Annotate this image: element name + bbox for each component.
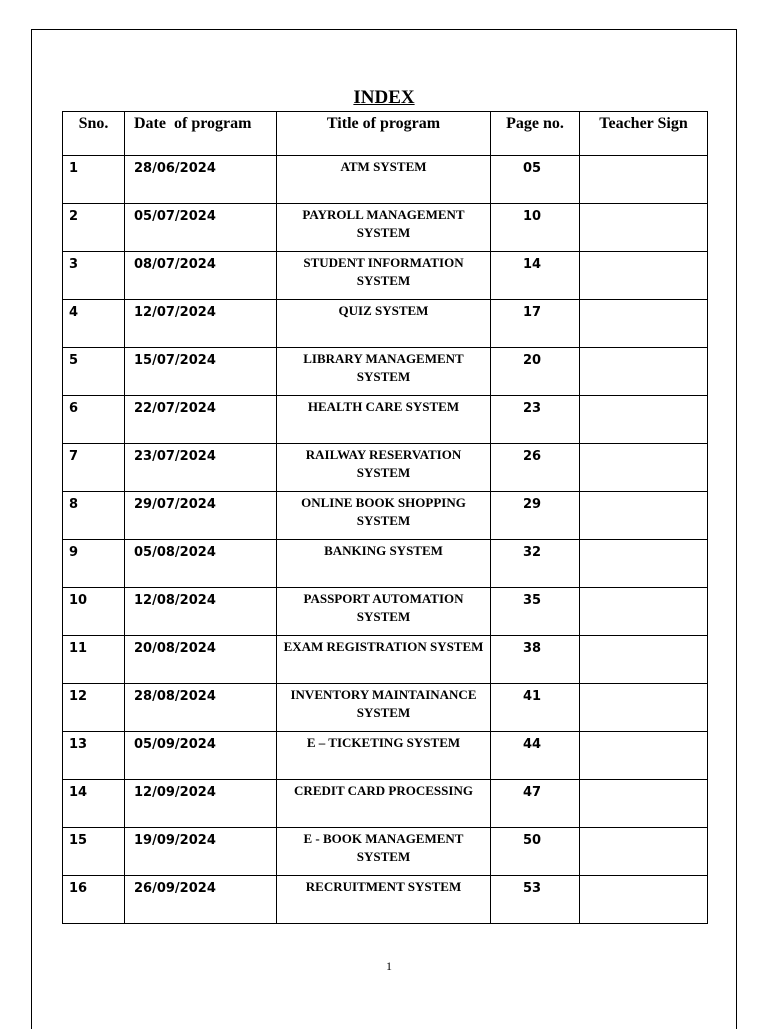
row-sno: 5 bbox=[63, 348, 125, 396]
header-teacher-sign: Teacher Sign bbox=[580, 112, 708, 156]
row-teacher-sign bbox=[580, 252, 708, 300]
row-title: PAYROLL MANAGEMENT SYSTEM bbox=[277, 204, 491, 252]
row-page-no: 17 bbox=[491, 300, 580, 348]
row-title: CREDIT CARD PROCESSING bbox=[277, 780, 491, 828]
row-date: 19/09/2024 bbox=[125, 828, 277, 876]
table-row bbox=[63, 540, 708, 588]
row-title: STUDENT INFORMATION SYSTEM bbox=[277, 252, 491, 300]
row-page-no: 41 bbox=[491, 684, 580, 732]
row-page-no: 35 bbox=[491, 588, 580, 636]
row-page-no: 32 bbox=[491, 540, 580, 588]
row-sno: 1 bbox=[63, 156, 125, 204]
row-date: 05/08/2024 bbox=[125, 540, 277, 588]
row-date: 28/06/2024 bbox=[125, 156, 277, 204]
row-date: 08/07/2024 bbox=[125, 252, 277, 300]
row-title: RECRUITMENT SYSTEM bbox=[277, 876, 491, 924]
row-title: E – TICKETING SYSTEM bbox=[277, 732, 491, 780]
row-title: HEALTH CARE SYSTEM bbox=[277, 396, 491, 444]
row-title: PASSPORT AUTOMATION SYSTEM bbox=[277, 588, 491, 636]
table-row bbox=[63, 492, 708, 540]
page-title: INDEX bbox=[353, 87, 415, 108]
table-row bbox=[63, 252, 708, 300]
row-date: 26/09/2024 bbox=[125, 876, 277, 924]
table-row bbox=[63, 876, 708, 924]
row-date: 29/07/2024 bbox=[125, 492, 277, 540]
row-title: BANKING SYSTEM bbox=[277, 540, 491, 588]
row-sno: 9 bbox=[63, 540, 125, 588]
row-teacher-sign bbox=[580, 348, 708, 396]
row-sno: 13 bbox=[63, 732, 125, 780]
row-date: 23/07/2024 bbox=[125, 444, 277, 492]
table-row bbox=[63, 156, 708, 204]
row-teacher-sign bbox=[580, 156, 708, 204]
row-sno: 2 bbox=[63, 204, 125, 252]
row-teacher-sign bbox=[580, 444, 708, 492]
row-title: ATM SYSTEM bbox=[277, 156, 491, 204]
row-page-no: 23 bbox=[491, 396, 580, 444]
row-sno: 6 bbox=[63, 396, 125, 444]
row-date: 28/08/2024 bbox=[125, 684, 277, 732]
row-title: E - BOOK MANAGEMENT SYSTEM bbox=[277, 828, 491, 876]
header-sno: Sno. bbox=[63, 112, 125, 156]
row-title: RAILWAY RESERVATION SYSTEM bbox=[277, 444, 491, 492]
row-date: 05/07/2024 bbox=[125, 204, 277, 252]
page-number: 1 bbox=[386, 959, 392, 973]
table-row bbox=[63, 396, 708, 444]
row-sno: 11 bbox=[63, 636, 125, 684]
row-page-no: 26 bbox=[491, 444, 580, 492]
table-row bbox=[63, 636, 708, 684]
row-date: 15/07/2024 bbox=[125, 348, 277, 396]
row-sno: 14 bbox=[63, 780, 125, 828]
row-page-no: 47 bbox=[491, 780, 580, 828]
row-title: EXAM REGISTRATION SYSTEM bbox=[277, 636, 491, 684]
row-date: 12/07/2024 bbox=[125, 300, 277, 348]
row-page-no: 50 bbox=[491, 828, 580, 876]
row-date: 12/09/2024 bbox=[125, 780, 277, 828]
row-page-no: 29 bbox=[491, 492, 580, 540]
row-sno: 16 bbox=[63, 876, 125, 924]
table-row bbox=[63, 732, 708, 780]
row-page-no: 14 bbox=[491, 252, 580, 300]
table-row bbox=[63, 684, 708, 732]
header-page: Page no. bbox=[491, 112, 580, 156]
row-sno: 4 bbox=[63, 300, 125, 348]
row-title: QUIZ SYSTEM bbox=[277, 300, 491, 348]
row-teacher-sign bbox=[580, 300, 708, 348]
row-teacher-sign bbox=[580, 492, 708, 540]
row-teacher-sign bbox=[580, 828, 708, 876]
row-teacher-sign bbox=[580, 876, 708, 924]
table-row bbox=[63, 588, 708, 636]
row-teacher-sign bbox=[580, 540, 708, 588]
table-row bbox=[63, 444, 708, 492]
row-date: 05/09/2024 bbox=[125, 732, 277, 780]
row-date: 12/08/2024 bbox=[125, 588, 277, 636]
index-table bbox=[62, 111, 708, 924]
table-row bbox=[63, 780, 708, 828]
row-page-no: 44 bbox=[491, 732, 580, 780]
row-page-no: 10 bbox=[491, 204, 580, 252]
table-row bbox=[63, 204, 708, 252]
row-teacher-sign bbox=[580, 684, 708, 732]
row-teacher-sign bbox=[580, 204, 708, 252]
row-sno: 12 bbox=[63, 684, 125, 732]
row-teacher-sign bbox=[580, 588, 708, 636]
row-page-no: 53 bbox=[491, 876, 580, 924]
row-title: ONLINE BOOK SHOPPING SYSTEM bbox=[277, 492, 491, 540]
header-title: Title of program bbox=[277, 112, 491, 156]
row-page-no: 20 bbox=[491, 348, 580, 396]
row-title: INVENTORY MAINTAINANCE SYSTEM bbox=[277, 684, 491, 732]
row-teacher-sign bbox=[580, 780, 708, 828]
row-sno: 10 bbox=[63, 588, 125, 636]
row-teacher-sign bbox=[580, 636, 708, 684]
row-date: 22/07/2024 bbox=[125, 396, 277, 444]
row-teacher-sign bbox=[580, 396, 708, 444]
row-sno: 15 bbox=[63, 828, 125, 876]
table-row bbox=[63, 300, 708, 348]
row-page-no: 38 bbox=[491, 636, 580, 684]
row-teacher-sign bbox=[580, 732, 708, 780]
table-row bbox=[63, 828, 708, 876]
row-page-no: 05 bbox=[491, 156, 580, 204]
row-date: 20/08/2024 bbox=[125, 636, 277, 684]
row-title: LIBRARY MANAGEMENT SYSTEM bbox=[277, 348, 491, 396]
table-header-row bbox=[63, 112, 708, 156]
row-sno: 7 bbox=[63, 444, 125, 492]
row-sno: 8 bbox=[63, 492, 125, 540]
header-date: Date of program bbox=[125, 112, 277, 156]
row-sno: 3 bbox=[63, 252, 125, 300]
table-row bbox=[63, 348, 708, 396]
